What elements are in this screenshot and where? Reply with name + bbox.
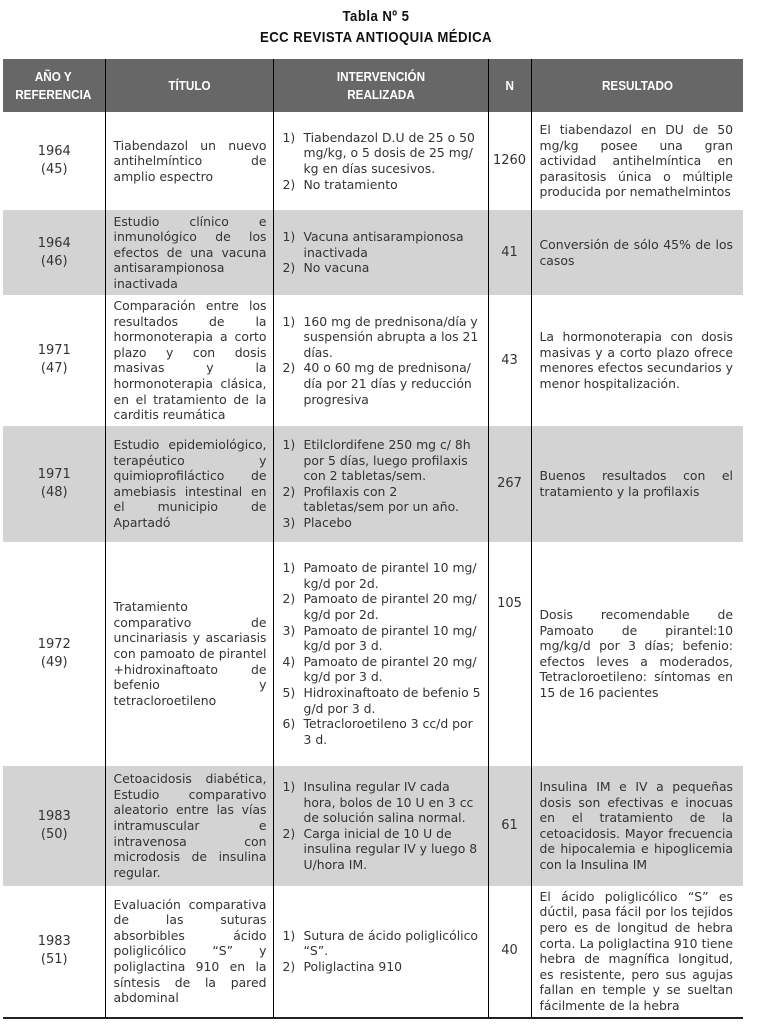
intervention-text: Poliglactina 910 [303, 959, 403, 975]
reference: (46) [40, 253, 68, 269]
title-cell: Estudio epidemiológico, terapéutico y quimioprofiláctico de amebiasis intestinal en el municipio de Apartadó [105, 426, 273, 542]
intervention-text: Pamoato de pirantel 20 mg/ kg/d por 2d. [303, 591, 477, 622]
title-cell: Cetoacidosis diabética, Estudio comparativo aleatorio entre las vías intramuscular e intravenosa con microdosis de insulina regular. [105, 766, 273, 886]
year-reference-cell [3, 542, 105, 766]
year-reference-cell [3, 112, 105, 210]
intervention-number: 2) [282, 176, 296, 192]
intervention-number: 1) [282, 560, 296, 576]
year-reference-cell [3, 766, 105, 886]
reference: (48) [40, 484, 68, 500]
header-year-reference [3, 59, 105, 112]
intervention-text: 40 o 60 mg de prednisona/ día por 21 días y reducción progresiva [303, 360, 472, 407]
intervention-cell [273, 766, 488, 886]
intervention-number: 3) [282, 622, 296, 638]
intervention-number: 1) [282, 436, 296, 452]
intervention-item [282, 928, 482, 959]
result-cell: Conversión de sólo 45% de los casos [531, 210, 743, 295]
table-row [3, 210, 743, 295]
intervention-text: No tratamiento [303, 176, 398, 192]
reference: (45) [40, 162, 68, 177]
intervention-cell [273, 210, 488, 295]
table-header-row [3, 59, 743, 112]
title-cell: Tiabendazol un nuevo antihelmíntico de amplio espectro [105, 112, 273, 210]
intervention-number: 6) [282, 716, 296, 732]
header-result-text: RESULTADO [601, 77, 673, 93]
header-year-reference-line1: AÑO Y [35, 68, 73, 84]
intervention-text: Hidroxinaftoato de befenio 5 g/d por 3 d. [303, 684, 481, 716]
intervention-number: 3) [282, 514, 296, 530]
table-row [3, 542, 743, 766]
intervention-number: 1) [282, 927, 296, 943]
intervention-cell [273, 295, 488, 426]
intervention-item [282, 260, 482, 276]
intervention-item [282, 314, 482, 361]
header-title [105, 59, 273, 112]
intervention-text: Profilaxis con 2 tabletas/sem por un año. [303, 483, 459, 515]
intervention-number: 2) [282, 591, 296, 607]
ecc-table [3, 59, 743, 1019]
intervention-item [282, 484, 482, 515]
intervention-cell [273, 886, 488, 1018]
intervention-item [282, 360, 482, 407]
intervention-number: 1) [282, 129, 296, 145]
intervention-number: 4) [282, 653, 296, 669]
result-cell: El ácido poliglicólico “S” es dúctil, pasa fácil por los tejidos pero es de longitud de hebra corta. La poliglactina 910 tiene hebra de magnífica longitud, es resistente, pero sus agujas fallan en temple y se sueltan fácilmente de la hebra [531, 886, 743, 1018]
year: 1964 [37, 144, 71, 159]
header-intervention-line2: REALIZADA [346, 86, 415, 102]
title-cell: Tratamiento comparativo de uncinariasis y ascariasis con pamoato de pirantel +hidroxinaftoato de befenio y tetracloroetileno [105, 542, 273, 766]
table-row [3, 766, 743, 886]
table-row [3, 295, 743, 426]
reference: (49) [40, 654, 68, 670]
intervention-item [282, 515, 482, 531]
intervention-text: Pamoato de pirantel 10 mg/ kg/d por 2d. [303, 560, 477, 591]
header-intervention-line1: INTERVENCIÓN [336, 68, 425, 84]
intervention-item [282, 229, 482, 260]
title-cell: Evaluación comparativa de las suturas absorbibles ácido poliglicólico “S” y poliglactina 910 en la síntesis de la pared abdominal [105, 886, 273, 1018]
intervention-item [282, 623, 482, 654]
year: 1983 [37, 808, 71, 824]
header-n-text: N [505, 77, 514, 93]
table-row [3, 112, 743, 210]
intervention-number: 2) [282, 260, 296, 276]
intervention-text: 160 mg de prednisona/día y suspensión abrupta a los 21 días. [303, 313, 479, 360]
intervention-cell [273, 112, 488, 210]
n-cell: 40 [488, 886, 531, 1018]
table-row [3, 886, 743, 1018]
intervention-text: Sutura de ácido poliglicólico “S”. [303, 927, 478, 959]
intervention-text: Vacuna antisarampionosa inactivada [303, 229, 464, 260]
n-cell: 41 [488, 210, 531, 295]
result-cell: Insulina IM e IV a pequeñas dosis son efectivas e inocuas en el tratamiento de la cetoacidosis. Mayor frecuencia de hipocalemia e hipoglicemia con la Insulina IM [531, 766, 743, 886]
intervention-number: 1) [282, 778, 296, 794]
intervention-item [282, 177, 482, 193]
intervention-text: Carga inicial de 10 U de insulina regular IV y luego 8 U/hora IM. [303, 825, 478, 872]
intervention-cell [273, 426, 488, 542]
intervention-item [282, 716, 482, 747]
n-cell: 267 [488, 426, 531, 542]
year-reference-cell [3, 210, 105, 295]
intervention-number: 2) [282, 360, 296, 376]
intervention-item [282, 826, 482, 873]
table-number: Tabla Nº 5 [342, 8, 410, 25]
intervention-number: 2) [282, 959, 296, 975]
header-result [531, 59, 743, 112]
intervention-cell [273, 542, 488, 766]
intervention-item [282, 654, 482, 685]
header-title-text: TÍTULO [167, 77, 211, 93]
table-row [3, 426, 743, 542]
n-cell: 43 [488, 295, 531, 426]
reference: (50) [40, 826, 68, 842]
result-cell: Dosis recomendable de Pamoato de pirantel:10 mg/kg/d por 3 días; befenio: efectos leves a moderados, Tetracloroetileno: síntomas en 15 de 16 pacientes [531, 542, 743, 766]
intervention-text: Pamoato de pirantel 20 mg/ kg/d por 3 d. [303, 653, 477, 685]
year: 1972 [37, 636, 71, 652]
n-cell: 1260 [488, 112, 531, 210]
header-intervention [273, 59, 488, 112]
intervention-number: 1) [282, 229, 296, 245]
year-reference-cell [3, 426, 105, 542]
intervention-item [282, 560, 482, 591]
intervention-number: 2) [282, 825, 296, 841]
intervention-item [282, 130, 482, 177]
result-cell: El tiabendazol en DU de 50 mg/kg posee una gran actividad antihelmíntica en parasitosis única o múltiple producida por nemathelmintos [531, 112, 743, 210]
n-cell: 105 [488, 542, 531, 766]
title-cell: Comparación entre los resultados de la hormonoterapia a corto plazo y con dosis masivas y la hormonoterapia clásica, en el tratamiento de la carditis reumática [105, 295, 273, 426]
intervention-item [282, 591, 482, 622]
intervention-text: Insulina regular IV cada hora, bolos de 10 U en 3 cc de solución salina normal. [303, 778, 474, 826]
year: 1983 [37, 934, 71, 950]
result-cell: La hormonoterapia con dosis masivas y a corto plazo ofrece menores efectos secundarios y menor hospitalización. [531, 295, 743, 426]
intervention-text: Etilclordifene 250 mg c/ 8h por 5 días, luego profilaxis con 2 tabletas/sem. [303, 436, 471, 484]
header-year-reference-line2: REFERENCIA [15, 86, 92, 102]
intervention-text: Tetracloroetileno 3 cc/d por 3 d. [303, 716, 473, 747]
intervention-text: Pamoato de pirantel 10 mg/ kg/d por 3 d. [303, 622, 477, 654]
result-cell: Buenos resultados con el tratamiento y la profilaxis [531, 426, 743, 542]
year-reference-cell [3, 295, 105, 426]
intervention-item [282, 959, 482, 975]
header-n [488, 59, 531, 112]
intervention-item [282, 437, 482, 484]
reference: (47) [40, 361, 68, 377]
intervention-number: 5) [282, 684, 296, 700]
year: 1971 [37, 466, 71, 482]
year: 1964 [37, 235, 71, 251]
intervention-number: 2) [282, 483, 296, 499]
table-title: ECC REVISTA ANTIOQUIA MÉDICA [259, 29, 493, 46]
intervention-text: Tiabendazol D.U de 25 o 50 mg/kg, o 5 dosis de 25 mg/ kg en días sucesivos. [303, 129, 475, 176]
intervention-item [282, 779, 482, 826]
table-caption [45, 6, 707, 48]
intervention-text: Placebo [303, 514, 352, 530]
reference: (51) [40, 952, 68, 968]
intervention-item [282, 685, 482, 716]
year-reference-cell [3, 886, 105, 1018]
year: 1971 [37, 343, 71, 359]
intervention-number: 1) [282, 313, 296, 329]
intervention-text: No vacuna [303, 260, 370, 276]
title-cell: Estudio clínico e inmunológico de los efectos de una vacuna antisarampionosa inactivada [105, 210, 273, 295]
n-cell: 61 [488, 766, 531, 886]
